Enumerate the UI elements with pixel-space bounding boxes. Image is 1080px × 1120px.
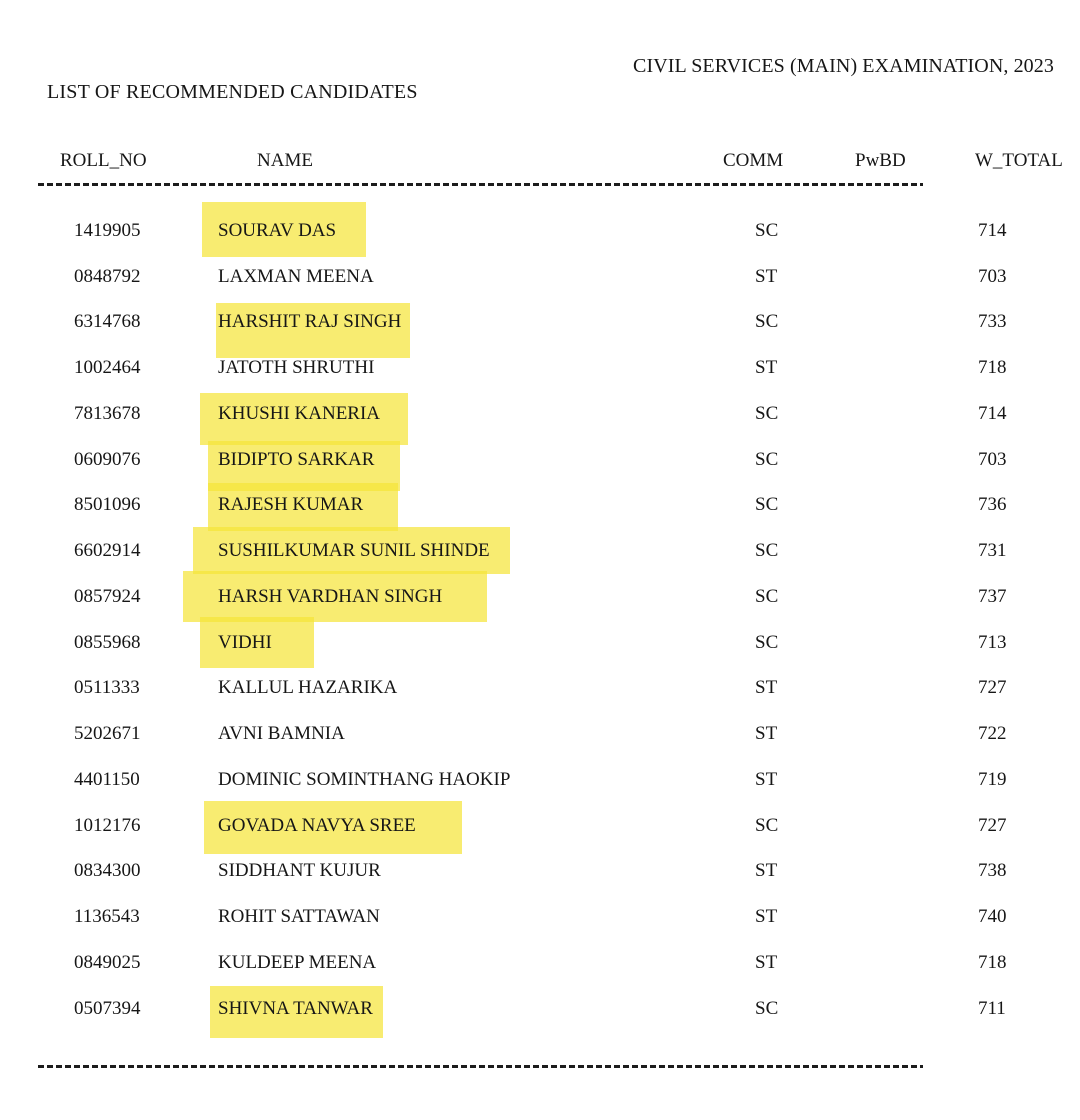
w-total-cell: 731 [978,540,1007,562]
list-title: LIST OF RECOMMENDED CANDIDATES [47,81,418,103]
name-cell: SIDDHANT KUJUR [218,860,381,882]
table-row [0,574,1080,620]
name-cell: KHUSHI KANERIA [218,402,381,424]
comm-cell: SC [755,494,779,516]
name-cell: BIDIPTO SARKAR [218,448,375,470]
name-cell: SUSHILKUMAR SUNIL SHINDE [218,540,490,562]
w-total-cell: 714 [978,402,1007,424]
name-cell: HARSHIT RAJ SINGH [218,311,402,333]
table-row [0,483,1080,529]
name-cell: JATOTH SHRUTHI [218,357,375,379]
column-header-w-total: W_TOTAL [975,150,1063,171]
table-row [0,894,1080,940]
table-row [0,803,1080,849]
column-header-pwbd: PwBD [855,150,906,171]
comm-cell: ST [755,265,778,287]
w-total-cell: 713 [978,631,1007,653]
roll-no-cell: 1136543 [74,906,140,928]
table-row [0,208,1080,254]
w-total-cell: 722 [978,723,1007,745]
w-total-cell: 733 [978,311,1007,333]
w-total-cell: 718 [978,357,1007,379]
roll-no-cell: 0857924 [74,585,141,607]
table-row [0,391,1080,437]
w-total-cell: 718 [978,951,1007,973]
comm-cell: ST [755,677,778,699]
roll-no-cell: 0848792 [74,265,141,287]
comm-cell: ST [755,768,778,790]
table-row [0,757,1080,803]
w-total-cell: 727 [978,814,1007,836]
w-total-cell: 703 [978,448,1007,470]
comm-cell: SC [755,814,779,836]
name-cell: DOMINIC SOMINTHANG HAOKIP [218,768,511,790]
roll-no-cell: 7813678 [74,402,141,424]
table-row [0,666,1080,712]
table-row [0,620,1080,666]
roll-no-cell: 1419905 [74,219,141,241]
comm-cell: SC [755,448,779,470]
table-row [0,300,1080,346]
roll-no-cell: 0849025 [74,951,141,973]
w-total-cell: 727 [978,677,1007,699]
comm-cell: ST [755,860,778,882]
comm-cell: SC [755,540,779,562]
w-total-cell: 703 [978,265,1007,287]
column-header-roll-no: ROLL_NO [60,150,147,171]
table-row [0,986,1080,1032]
column-header-comm: COMM [723,150,784,171]
table-row [0,528,1080,574]
table-row [0,711,1080,757]
comm-cell: SC [755,585,779,607]
w-total-cell: 736 [978,494,1007,516]
comm-cell: SC [755,311,779,333]
w-total-cell: 711 [978,997,1006,1019]
bottom-divider [38,1065,923,1068]
name-cell: AVNI BAMNIA [218,723,345,745]
comm-cell: ST [755,951,778,973]
table-row [0,254,1080,300]
w-total-cell: 738 [978,860,1007,882]
comm-cell: SC [755,631,779,653]
roll-no-cell: 5202671 [74,723,141,745]
roll-no-cell: 6602914 [74,540,141,562]
w-total-cell: 737 [978,585,1007,607]
roll-no-cell: 6314768 [74,311,141,333]
comm-cell: SC [755,402,779,424]
comm-cell: SC [755,997,779,1019]
name-cell: KALLUL HAZARIKA [218,677,398,699]
table-body [0,208,1080,1032]
table-row [0,345,1080,391]
w-total-cell: 740 [978,906,1007,928]
roll-no-cell: 0609076 [74,448,141,470]
name-cell: SHIVNA TANWAR [218,997,373,1019]
name-cell: LAXMAN MEENA [218,265,374,287]
name-cell: KULDEEP MEENA [218,951,377,973]
w-total-cell: 714 [978,219,1007,241]
column-header-name: NAME [257,150,313,171]
name-cell: SOURAV DAS [218,219,337,241]
roll-no-cell: 1012176 [74,814,141,836]
comm-cell: ST [755,906,778,928]
roll-no-cell: 1002464 [74,357,141,379]
table-row [0,437,1080,483]
roll-no-cell: 0511333 [74,677,140,699]
roll-no-cell: 0855968 [74,631,141,653]
comm-cell: ST [755,723,778,745]
top-divider [38,183,923,186]
table-row [0,849,1080,895]
exam-title: CIVIL SERVICES (MAIN) EXAMINATION, 2023 [633,55,1054,77]
w-total-cell: 719 [978,768,1007,790]
roll-no-cell: 8501096 [74,494,141,516]
name-cell: GOVADA NAVYA SREE [218,814,416,836]
roll-no-cell: 4401150 [74,768,140,790]
name-cell: RAJESH KUMAR [218,494,364,516]
table-row [0,940,1080,986]
name-cell: ROHIT SATTAWAN [218,906,380,928]
roll-no-cell: 0834300 [74,860,141,882]
comm-cell: SC [755,219,779,241]
name-cell: VIDHI [218,631,272,653]
comm-cell: ST [755,357,778,379]
roll-no-cell: 0507394 [74,997,141,1019]
name-cell: HARSH VARDHAN SINGH [218,585,443,607]
